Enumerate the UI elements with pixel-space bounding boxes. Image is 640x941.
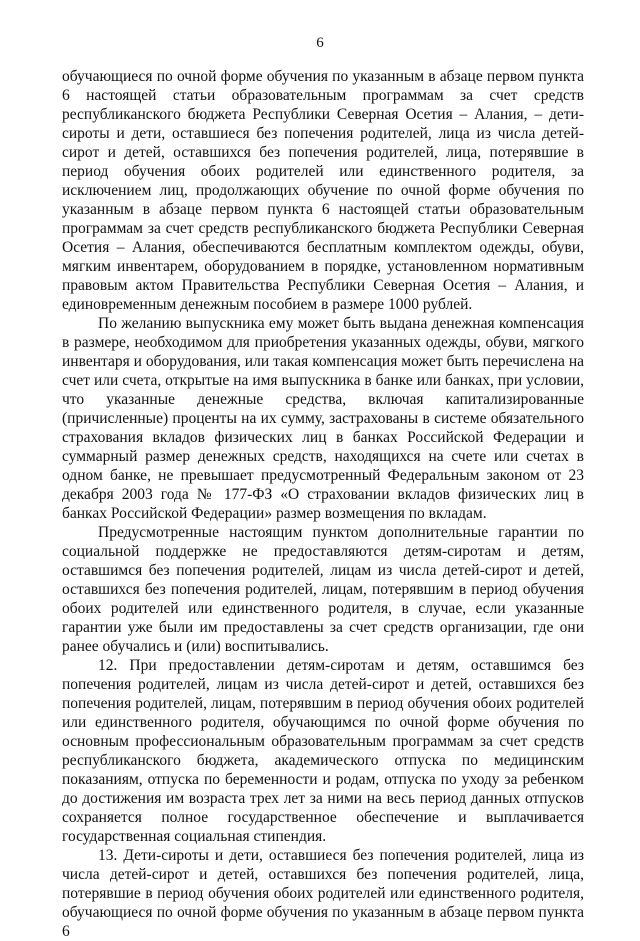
document-body	[62, 67, 584, 941]
paragraph-compensation: По желанию выпускника ему может быть выдана денежная компенсация в размере, необходимом для приобретения указанных одежды, обуви, мягкого инвентаря и оборудования, или такая компенсация может быть перечислена на счет или счета, открытые на имя выпускника в банке или банках, при условии, что указанные денежные средства, включая капитализированные (причисленные) проценты на их сумму, застрахованы в системе обязательного страхования вкладов физических лиц в банках Российской Федерации и суммарный размер денежных средств, находящихся на счете или счетах в одном банке, не превышает предусмотренный Федеральным законом от 23 декабря 2003 года № 177-ФЗ «О страховании вкладов физических лиц в банках Российской Федерации» размер возмещения по вкладам.	[62, 315, 584, 522]
paragraph-continuation: обучающиеся по очной форме обучения по указанным в абзаце первом пункта 6 настоящей статьи образовательным программам за счет средств республиканского бюджета Республики Северная Осетия – Алания, – дети-сироты и дети, оставшиеся без попечения родителей, лица из числа детей-сирот и детей, оставшихся без попечения родителей, лица, потерявшие в период обучения обоих родителей или единственного родителя, за исключением лиц, продолжающих обучение по очной форме обучения по указанным в абзаце первом пункта 6 настоящей статьи образовательным программам за счет средств республиканского бюджета Республики Северная Осетия – Алания, обеспечиваются бесплатным комплектом одежды, обуви, мягким инвентарем, оборудованием в порядке, установленном нормативным правовым актом Правительства Республики Северная Осетия – Алания, и единовременным денежным пособием в размере 1000 рублей.	[62, 68, 584, 313]
paragraph-exclusions: Предусмотренные настоящим пунктом дополнительные гарантии по социальной поддержке не предоставляются детям-сиротам и детям, оставшимся без попечения родителей, лицам из числа детей-сирот и детей, оставшихся без попечения родителей, лицам, потерявшим в период обучения обоих родителей или единственного родителя, в случае, если указанные гарантии уже были им предоставлены за счет средств организации, где они ранее обучались и (или) воспитывались.	[62, 524, 584, 655]
paragraph-item-12: 12. При предоставлении детям-сиротам и детям, оставшимся без попечения родителей, лицам из числа детей-сирот и детей, оставшихся без попечения родителей, лицам, потерявшим в период обучения обоих родителей или единственного родителя, обучающимся по очной форме обучения по основным профессиональным образовательным программам за счет средств республиканского бюджета, академического отпуска по медицинским показаниям, отпуска по беременности и родам, отпуска по уходу за ребенком до достижения им возраста трех лет за ними на весь период данных отпусков сохраняется полное государственное обеспечение и выплачивается государственная социальная стипендия.	[62, 657, 584, 845]
paragraph-item-13: 13. Дети-сироты и дети, оставшиеся без попечения родителей, лица из числа детей-сирот и детей, оставшихся без попечения родителей, лица, потерявшие в период обучения обоих родителей или единственного родителя, обучающиеся по очной форме обучения по указанным в абзаце первом пункта 6	[62, 847, 584, 940]
page-number: 6	[316, 35, 324, 51]
